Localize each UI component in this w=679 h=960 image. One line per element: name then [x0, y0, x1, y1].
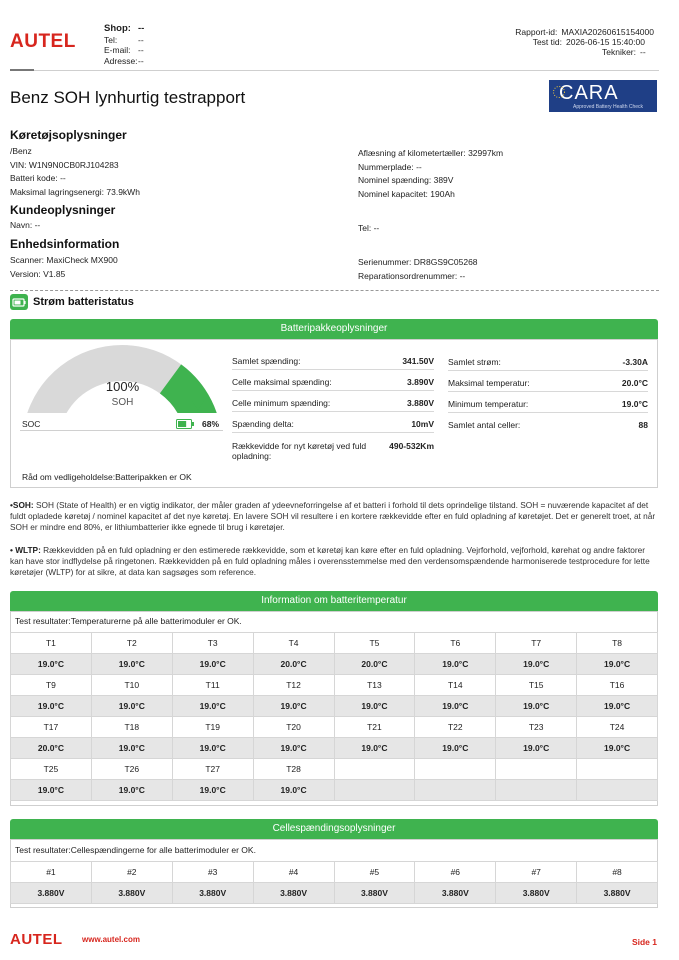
battery-status-icon	[10, 294, 28, 310]
table-cell-value: 19.0°C	[11, 696, 92, 717]
soh-note	[10, 500, 660, 533]
cell-voltage-result: Test resultater:Cellespændingerne for alle batterimoduler er OK.	[15, 845, 256, 855]
table-cell-label: T5	[334, 633, 415, 654]
footer-autel-logo: AUTEL	[10, 931, 63, 948]
table-cell-label: T13	[334, 675, 415, 696]
metric-label: Minimum temperatur:	[448, 399, 529, 409]
table-value-row	[11, 738, 658, 759]
table-cell-label: T19	[172, 717, 253, 738]
table-cell-value	[577, 780, 658, 801]
table-cell-label: #3	[172, 862, 253, 883]
table-cell-label: T24	[577, 717, 658, 738]
table-cell-value: 3.880V	[253, 883, 334, 904]
vehicle-make: /Benz	[10, 146, 32, 156]
soh-note-key: •SOH:	[10, 500, 34, 510]
table-cell-label: #6	[415, 862, 496, 883]
test-time-value: 2026-06-15 15:40:00	[566, 37, 645, 47]
header-divider-accent	[10, 69, 34, 71]
unit-info-right	[358, 256, 478, 283]
metric-label: Spænding delta:	[232, 419, 294, 429]
table-cell-label: T4	[253, 633, 334, 654]
customer-heading: Kundeoplysninger	[10, 203, 116, 217]
table-cell-label	[577, 759, 658, 780]
metric-value: -3.30A	[622, 357, 648, 367]
header-divider	[10, 70, 659, 71]
table-cell-label: T28	[253, 759, 334, 780]
metric-cell-max-voltage	[232, 377, 434, 391]
vehicle-odometer: Aflæsning af kilometertæller: 32997km	[358, 148, 504, 158]
metric-value: 3.890V	[407, 377, 434, 387]
table-cell-value: 19.0°C	[253, 780, 334, 801]
email-value: --	[138, 45, 144, 55]
soc-divider	[20, 430, 223, 431]
table-cell-value: 19.0°C	[577, 738, 658, 759]
metric-value: 490-532Km	[389, 441, 434, 451]
table-cell-value: 19.0°C	[496, 696, 577, 717]
table-cell-label: T26	[91, 759, 172, 780]
table-cell-value: 3.880V	[334, 883, 415, 904]
soc-label: SOC	[22, 419, 41, 429]
page-number: Side 1	[631, 937, 657, 947]
table-cell-label: #7	[496, 862, 577, 883]
soh-value: 100%	[105, 379, 140, 394]
table-cell-value: 3.880V	[496, 883, 577, 904]
customer-tel: Tel: --	[358, 223, 380, 233]
table-label-row	[11, 862, 658, 883]
table-cell-value: 20.0°C	[11, 738, 92, 759]
table-value-row	[11, 654, 658, 675]
table-cell-value: 3.880V	[577, 883, 658, 904]
metric-label: Celle maksimal spænding:	[232, 377, 332, 387]
metric-value: 341.50V	[402, 356, 434, 366]
table-cell-value	[496, 780, 577, 801]
vehicle-plate: Nummerplade: --	[358, 161, 422, 172]
table-cell-label: T11	[172, 675, 253, 696]
unit-version: Version: V1.85	[10, 268, 66, 279]
table-value-row	[11, 883, 658, 904]
table-cell-value: 19.0°C	[334, 696, 415, 717]
table-cell-value: 19.0°C	[253, 696, 334, 717]
unit-serial: Serienummer: DR8GS9C05268	[358, 257, 478, 267]
temperature-table	[10, 632, 658, 801]
address-label: Adresse:	[104, 55, 138, 66]
metric-min-temp	[448, 399, 648, 413]
report-info	[515, 27, 654, 57]
unit-scanner: Scanner: MaxiCheck MX900	[10, 255, 118, 265]
vehicle-nominal-voltage: Nominel spænding: 389V	[358, 175, 454, 185]
table-cell-value: 19.0°C	[172, 654, 253, 675]
table-cell-value: 19.0°C	[91, 654, 172, 675]
unit-heading: Enhedsinformation	[10, 237, 120, 251]
table-cell-value: 3.880V	[11, 883, 92, 904]
temperature-table-wrap	[10, 632, 658, 801]
table-cell-value: 19.0°C	[415, 654, 496, 675]
wltp-note-text: Rækkevidden på en fuld opladning er den estimerede rækkevidde, som et køretøj kan køre efter en fuld opladning. Vejrforhold, vejforhold, kørehat og andre faktorer kan have stor indflydelse på ringetonen. Rækkevidden på en fuld opladning måles i overensstemmelse med den verdensomspændende harmoniserede testprocedure for lette køretøjer (WLTP) for at sikre, at data kan sagsøges som reference.	[10, 545, 650, 577]
table-cell-value: 20.0°C	[334, 654, 415, 675]
table-cell-label	[415, 759, 496, 780]
report-id-value: MAXIA20260615154000	[561, 27, 654, 37]
soc-value: 68%	[202, 419, 220, 429]
table-label-row	[11, 759, 658, 780]
table-cell-value: 20.0°C	[253, 654, 334, 675]
table-value-row	[11, 696, 658, 717]
cara-subtitle: Approved Battery Health Check	[573, 104, 644, 110]
table-cell-value: 19.0°C	[91, 696, 172, 717]
table-cell-value: 19.0°C	[577, 696, 658, 717]
metric-label: Samlet antal celler:	[448, 420, 521, 430]
table-label-row	[11, 675, 658, 696]
table-cell-value: 19.0°C	[496, 738, 577, 759]
maintenance-advice: Råd om vedligeholdelse:Batteripakken er OK	[22, 472, 192, 482]
soh-label: SOH	[111, 397, 134, 408]
table-cell-value: 3.880V	[91, 883, 172, 904]
vehicle-nominal-capacity: Nominel kapacitet: 190Ah	[358, 188, 455, 199]
table-cell-value: 19.0°C	[172, 738, 253, 759]
table-cell-label: T27	[172, 759, 253, 780]
vehicle-info-left	[10, 145, 140, 199]
table-cell-label: #5	[334, 862, 415, 883]
table-cell-label	[334, 759, 415, 780]
table-cell-label: T18	[91, 717, 172, 738]
shop-label: Shop:	[104, 23, 131, 34]
autel-logo: AUTEL	[10, 31, 76, 52]
table-cell-label	[496, 759, 577, 780]
table-cell-label: #2	[91, 862, 172, 883]
metric-total-current	[448, 357, 648, 371]
shop-value: --	[138, 23, 145, 34]
table-cell-label: T15	[496, 675, 577, 696]
cell-voltage-table	[10, 861, 658, 904]
table-cell-label: T9	[11, 675, 92, 696]
table-label-row	[11, 717, 658, 738]
table-cell-value: 19.0°C	[172, 696, 253, 717]
email-label: E-mail:	[104, 45, 131, 55]
table-cell-label: #1	[11, 862, 92, 883]
table-cell-label: T3	[172, 633, 253, 654]
table-cell-value	[334, 780, 415, 801]
technician-value: --	[640, 47, 646, 57]
table-cell-value: 19.0°C	[91, 780, 172, 801]
metric-cell-count	[448, 420, 648, 433]
table-cell-label: T8	[577, 633, 658, 654]
unit-repair-no: Reparationsordrenummer: --	[358, 270, 466, 281]
cara-badge	[549, 80, 657, 112]
temperature-result: Test resultater:Temperaturerne på alle batterimoduler er OK.	[15, 616, 242, 626]
metric-label: Rækkevidde for nyt køretøj ved fuld opladning:	[232, 441, 367, 461]
metric-total-voltage	[232, 356, 434, 370]
metric-range	[232, 441, 434, 464]
table-cell-label: T22	[415, 717, 496, 738]
temperature-bar: Information om batteritemperatur	[10, 591, 658, 611]
vehicle-info-right	[358, 147, 503, 201]
table-cell-label: T17	[11, 717, 92, 738]
metric-label: Samlet spænding:	[232, 356, 301, 366]
metric-label: Maksimal temperatur:	[448, 378, 530, 388]
shop-info	[104, 24, 144, 66]
vehicle-vin: VIN: W1N9N0CB0RJ104283	[10, 159, 119, 170]
table-label-row	[11, 633, 658, 654]
metric-value: 88	[638, 420, 648, 430]
tel-value: --	[138, 34, 144, 45]
soh-note-text: SOH (State of Health) er en vigtig indikator, der måler graden af ydeevneforringelse af et batteri i forhold til dets oprindelige tilstand. SOH = nuværende kapacitet af det fuldt opladede køretøj / nominel kapacitet af det nye køretøj. En lavere SOH vil resultere i en kortere rækkevidde efter en fuld opladning af køretøjet. Det er generelt troet, at når SOH er mindre end 80%, er lithiumbatterier ikke egnede til brug i køretøjer.	[10, 500, 656, 532]
table-cell-label: T6	[415, 633, 496, 654]
table-cell-value: 19.0°C	[415, 738, 496, 759]
table-cell-value: 19.0°C	[253, 738, 334, 759]
metric-label: Samlet strøm:	[448, 357, 501, 367]
cara-logo-text: CARA	[559, 82, 619, 104]
table-cell-value: 19.0°C	[172, 780, 253, 801]
technician-label: Tekniker:	[601, 47, 636, 57]
cell-table-wrap	[10, 861, 658, 904]
table-cell-label: T2	[91, 633, 172, 654]
vehicle-max-energy: Maksimal lagringsenergi: 73.9kWh	[10, 186, 140, 197]
battery-status-heading: Strøm batteristatus	[33, 296, 134, 308]
wltp-note-key: • WLTP:	[10, 545, 41, 555]
vehicle-heading: Køretøjsoplysninger	[10, 128, 127, 142]
table-cell-value: 19.0°C	[577, 654, 658, 675]
battery-pack-bar: Batteripakkeoplysninger	[10, 319, 658, 339]
table-cell-label: T16	[577, 675, 658, 696]
customer-name: Navn: --	[10, 220, 41, 230]
table-cell-value	[415, 780, 496, 801]
cell-voltage-bar: Cellespændingsoplysninger	[10, 819, 658, 839]
table-cell-value: 19.0°C	[496, 654, 577, 675]
metric-value: 10mV	[411, 419, 434, 429]
table-cell-value: 19.0°C	[91, 738, 172, 759]
table-cell-label: T25	[11, 759, 92, 780]
table-cell-label: T12	[253, 675, 334, 696]
test-time-label: Test tid:	[532, 37, 562, 47]
tel-label: Tel:	[104, 34, 118, 45]
metric-max-temp	[448, 378, 648, 392]
metric-label: Celle minimum spænding:	[232, 398, 331, 408]
table-cell-value: 3.880V	[172, 883, 253, 904]
metric-voltage-delta	[232, 419, 434, 433]
footer-url-link[interactable]: www.autel.com	[82, 935, 140, 944]
section-divider	[10, 290, 659, 291]
table-cell-label: #8	[577, 862, 658, 883]
table-cell-label: T23	[496, 717, 577, 738]
metric-value: 20.0°C	[621, 378, 648, 388]
table-cell-value: 19.0°C	[334, 738, 415, 759]
table-cell-value: 3.880V	[415, 883, 496, 904]
metric-value: 3.880V	[407, 398, 434, 408]
table-value-row	[11, 780, 658, 801]
table-cell-label: T1	[11, 633, 92, 654]
report-id-label: Rapport-id:	[515, 27, 558, 37]
table-cell-label: T20	[253, 717, 334, 738]
vehicle-battery-code: Batteri kode: --	[10, 173, 66, 183]
table-cell-value: 19.0°C	[11, 654, 92, 675]
table-cell-label: #4	[253, 862, 334, 883]
table-cell-value: 19.0°C	[415, 696, 496, 717]
table-cell-label: T7	[496, 633, 577, 654]
unit-info-left	[10, 254, 118, 281]
address-value: --	[138, 55, 144, 66]
table-cell-label: T14	[415, 675, 496, 696]
page-title: Benz SOH lynhurtig testrapport	[10, 88, 246, 107]
metric-value: 19.0°C	[621, 399, 648, 409]
wltp-note	[10, 545, 660, 578]
cara-stars-icon	[552, 85, 566, 99]
metric-cell-min-voltage	[232, 398, 434, 412]
table-cell-label: T10	[91, 675, 172, 696]
table-cell-label: T21	[334, 717, 415, 738]
soc-battery-icon	[176, 419, 195, 429]
table-cell-value: 19.0°C	[11, 780, 92, 801]
